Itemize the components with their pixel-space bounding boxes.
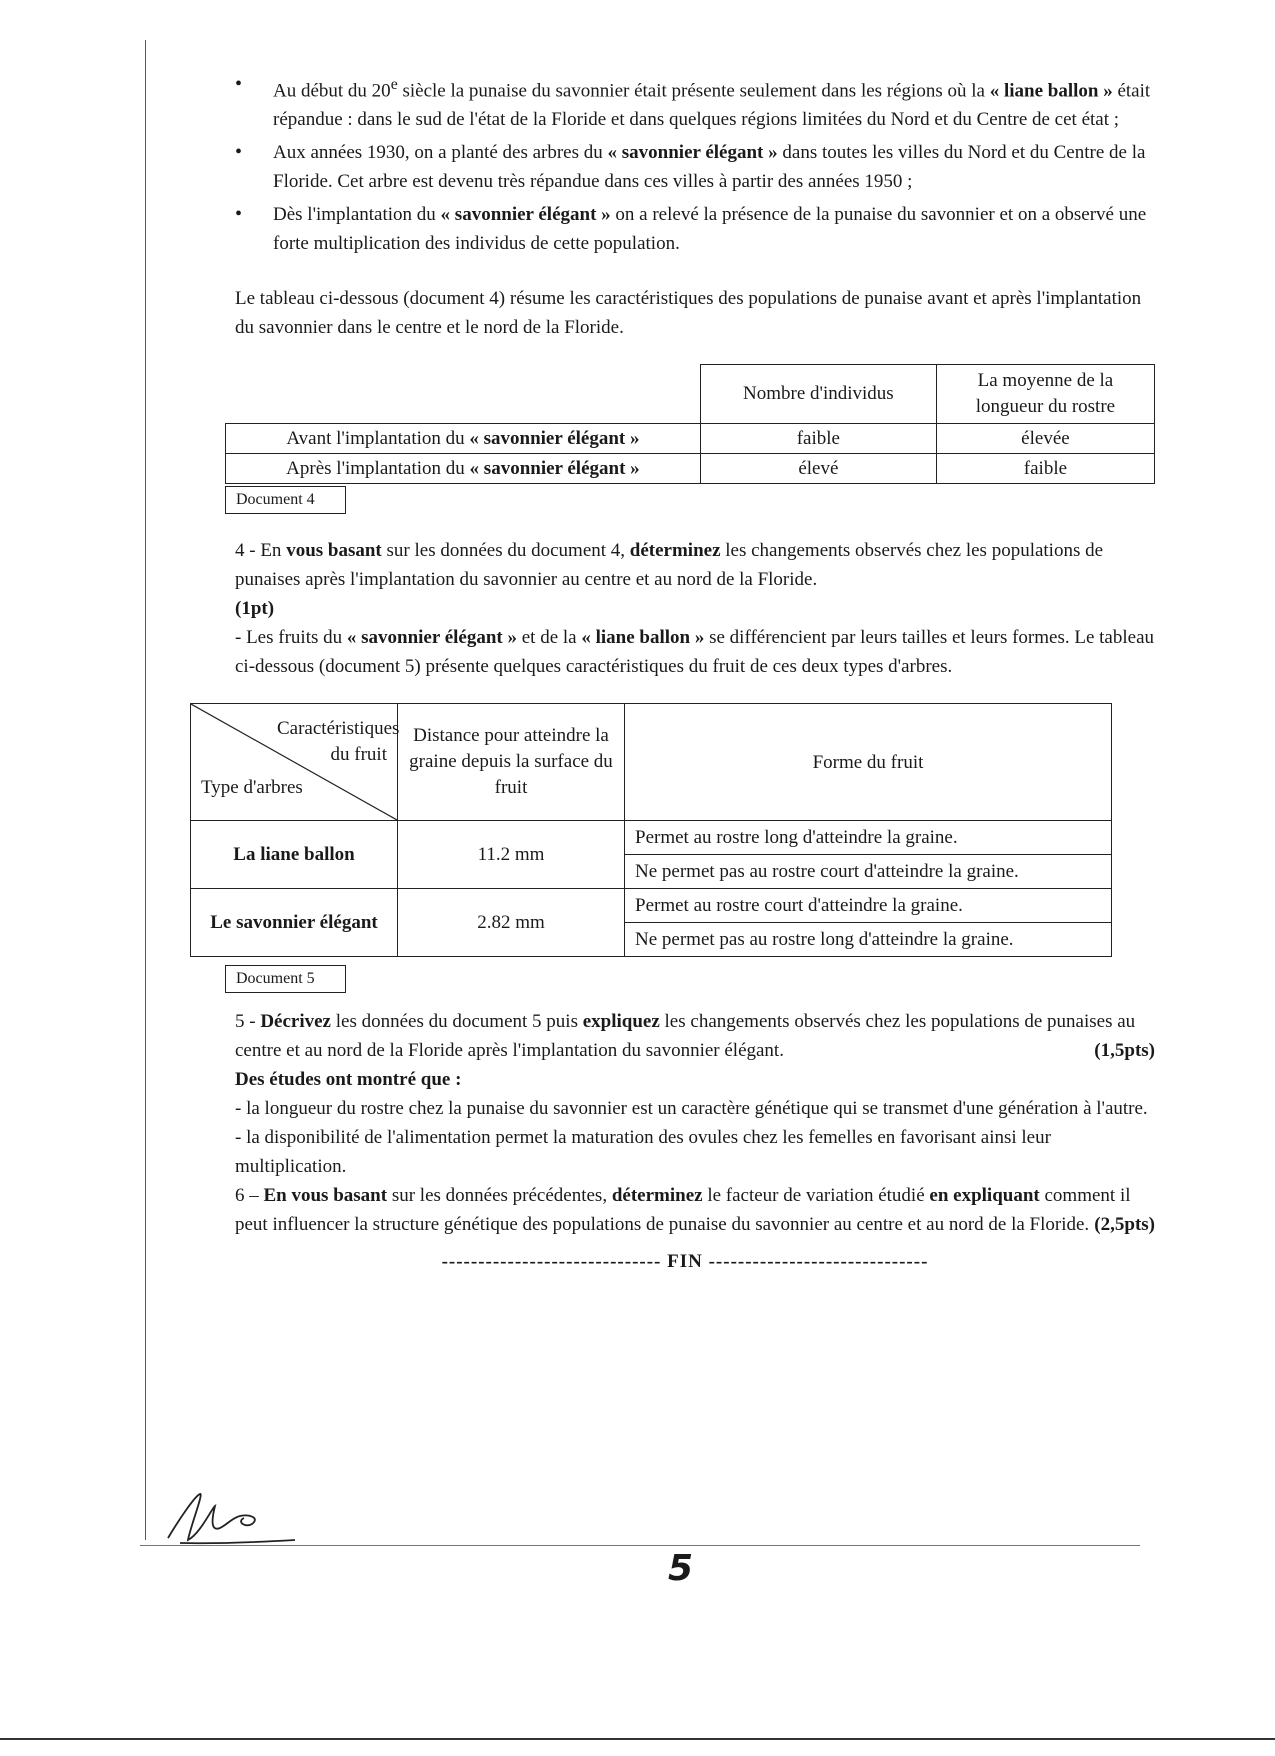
document4-intro: Le tableau ci-dessous (document 4) résume les caractéristiques des populations de punaise avant et après l'implantation du savonnier dans le centre et le nord de la Floride. bbox=[235, 288, 1142, 339]
question-6: 6 – En vous basant sur les données précédentes, déterminez le facteur de variation étudié en expliquant comment il peut influencer la structure génétique des populations de punaise du savonnier au centre et au nord de la Floride. (2,5pts) bbox=[235, 1185, 1155, 1236]
doc5-form: Permet au rostre court d'atteindre la graine. bbox=[625, 889, 1112, 923]
question-5: 5 - Décrivez les données du document 5 puis expliquez les changements observés chez les populations de punaises au centre et au nord de la Floride après l'implantation du savonnier élégant. (1,5pts) bbox=[235, 1011, 1155, 1062]
table-row bbox=[226, 454, 1155, 484]
doc5-form: Ne permet pas au rostre court d'atteindre la graine. bbox=[625, 855, 1112, 889]
doc5-header-distance: Distance pour atteindre la graine depuis la surface du fruit bbox=[398, 704, 625, 821]
footer-rule bbox=[0, 1738, 1275, 1740]
document4-table bbox=[225, 364, 1155, 484]
doc5-header-form: Forme du fruit bbox=[625, 704, 1112, 821]
studies-title: Des études ont montré que : bbox=[235, 1069, 462, 1091]
doc5-diag-top: Caractéristiques du fruit bbox=[277, 718, 400, 766]
signature-icon bbox=[160, 1488, 300, 1548]
bullet-item: • Aux années 1930, on a planté des arbres du « savonnier élégant » dans toutes les villes du Nord et du Centre de la Floride. Cet arbre est devenu très répandue dans ces villes à partir des années 1950 ; bbox=[235, 138, 1155, 196]
bottom-rule bbox=[140, 1545, 1140, 1546]
doc4-cell-count: faible bbox=[700, 424, 936, 454]
doc4-header-length: La moyenne de la longueur du rostre bbox=[936, 365, 1154, 424]
doc5-tree-name: Le savonnier élégant bbox=[191, 889, 398, 957]
exam-page bbox=[201, 70, 1155, 1276]
bullet-item: • Dès l'implantation du « savonnier élégant » on a relevé la présence de la punaise du savonnier et on a observé une forte multiplication des individus de cette population. bbox=[235, 200, 1155, 258]
doc5-form: Permet au rostre long d'atteindre la graine. bbox=[625, 821, 1112, 855]
doc5-distance: 2.82 mm bbox=[398, 889, 625, 957]
doc4-header-count: Nombre d'individus bbox=[700, 365, 936, 424]
table-row bbox=[191, 889, 1112, 923]
page-number: 5 bbox=[668, 1548, 694, 1589]
left-margin-line bbox=[145, 40, 146, 1540]
doc4-cell-length: faible bbox=[936, 454, 1154, 484]
document4-label: Document 4 bbox=[225, 486, 346, 514]
context-bullets bbox=[235, 70, 1155, 258]
doc5-form: Ne permet pas au rostre long d'atteindre la graine. bbox=[625, 923, 1112, 957]
studies-item: - la disponibilité de l'alimentation permet la maturation des ovules chez les femelles en favorisant ainsi leur multiplication. bbox=[235, 1127, 1051, 1178]
fin-marker: ------------------------------ FIN ------------------------------ bbox=[441, 1251, 929, 1273]
doc5-tree-name: La liane ballon bbox=[191, 821, 398, 889]
table-row bbox=[226, 424, 1155, 454]
doc5-diagonal-header bbox=[191, 704, 398, 821]
question-4: 4 - En vous basant sur les données du document 4, déterminez les changements observés chez les populations de punaises après l'implantation du savonnier au centre et au nord de la Floride. (1pt) bbox=[235, 540, 1104, 620]
table-row bbox=[191, 821, 1112, 855]
doc5-diag-bottom: Type d'arbres bbox=[201, 777, 303, 799]
document5-label: Document 5 bbox=[225, 965, 346, 993]
fruits-paragraph: - Les fruits du « savonnier élégant » et de la « liane ballon » se différencient par leurs tailles et leurs formes. Le tableau ci-dessous (document 5) présente quelques caractéristiques du fruit de ces deux types d'arbres. bbox=[235, 627, 1155, 678]
doc5-distance: 11.2 mm bbox=[398, 821, 625, 889]
document5-table bbox=[190, 703, 1112, 957]
studies-item: - la longueur du rostre chez la punaise du savonnier est un caractère génétique qui se transmet d'une génération à l'autre. bbox=[235, 1098, 1148, 1120]
bullet-item: • Au début du 20e siècle la punaise du savonnier était présente seulement dans les régions où la « liane ballon » était répandue : dans le sud de l'état de la Floride et dans quelques régions limitées du Nord et du Centre de cet état ; bbox=[235, 70, 1155, 134]
doc4-row-label: Après l'implantation du « savonnier élégant » bbox=[226, 454, 701, 484]
doc4-cell-length: élevée bbox=[936, 424, 1154, 454]
doc4-cell-count: élevé bbox=[700, 454, 936, 484]
doc4-row-label: Avant l'implantation du « savonnier élégant » bbox=[226, 424, 701, 454]
